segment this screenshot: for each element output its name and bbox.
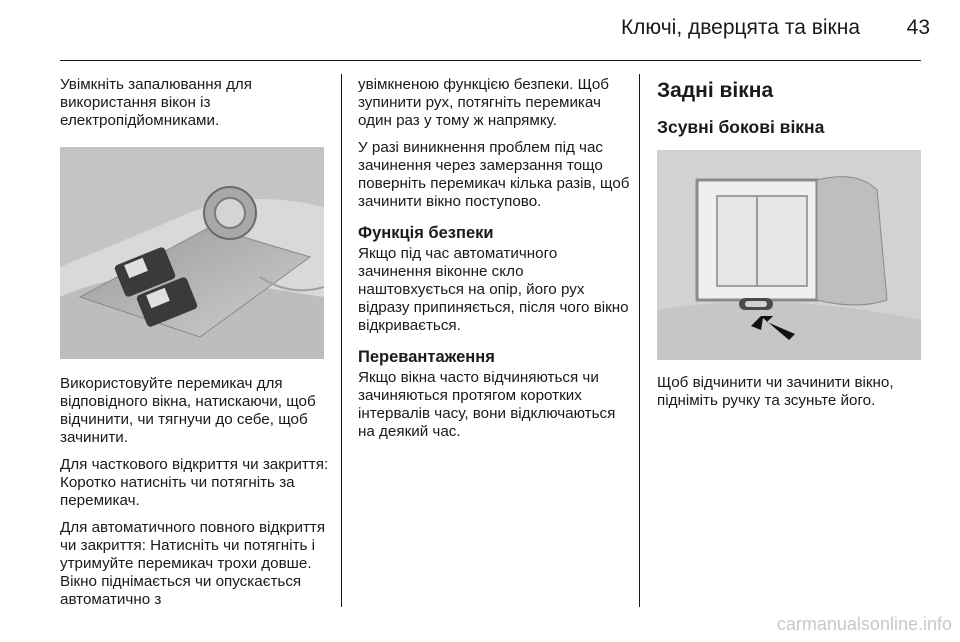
header-title: Ключі, дверцята та вікна	[620, 16, 860, 39]
window-switch-illustration	[60, 147, 324, 359]
sliding-window-illustration	[657, 150, 921, 360]
paragraph-frozen: У разі виникнення проблем під час зачинення через замерзання тощо поверніть перемикач кілька разів, щоб зачинити вікно поступово.	[358, 139, 630, 210]
heading-overload: Перевантаження	[358, 348, 495, 366]
intro-paragraph: Увімкніть запалювання для використання вікон із електропідйомниками.	[60, 76, 253, 129]
column-1	[60, 76, 335, 618]
watermark: carmanualsonline.info	[776, 614, 952, 634]
column-divider-right	[639, 74, 640, 607]
heading-rear-windows: Задні вікна	[657, 79, 774, 102]
page-number: 43	[906, 16, 930, 39]
paragraph-switch-usage: Використовуйте перемикач для відповідного вікна, натискаючи, щоб відчинити, чи тягнучи до себе, щоб зачинити.	[60, 375, 316, 446]
heading-safety-function: Функція безпеки	[358, 224, 494, 242]
paragraph-safety-function: Якщо під час автоматичного зачинення віконне скло наштовхується на опір, його рух відразу припиняється, після чого вікно відкривається.	[358, 245, 629, 334]
paragraph-automatic: Для автоматичного повного відкриття чи закриття: Натисніть чи потягніть і утримуйте перемикач трохи довше. Вікно піднімається чи опускається автоматично з	[60, 519, 326, 608]
column-3	[657, 78, 927, 419]
heading-sliding-side-windows: Зсувні бокові вікна	[657, 117, 825, 137]
header-rule	[60, 60, 921, 61]
paragraph-partial: Для часткового відкриття чи закриття: Коротко натисніть чи потягніть за перемикач.	[60, 456, 329, 509]
paragraph-open-close-window: Щоб відчинити чи зачинити вікно, підніміть ручку та зсуньте його.	[657, 374, 894, 409]
paragraph-safety-continued: увімкненою функцією безпеки. Щоб зупинити рух, потягніть перемикач один раз у тому ж напрямку.	[358, 76, 610, 129]
paragraph-overload: Якщо вікна часто відчиняються чи зачиняються протягом коротких інтервалів часу, вони відключаються на деякий час.	[358, 369, 616, 440]
column-2	[358, 76, 630, 450]
column-divider-left	[341, 74, 342, 607]
